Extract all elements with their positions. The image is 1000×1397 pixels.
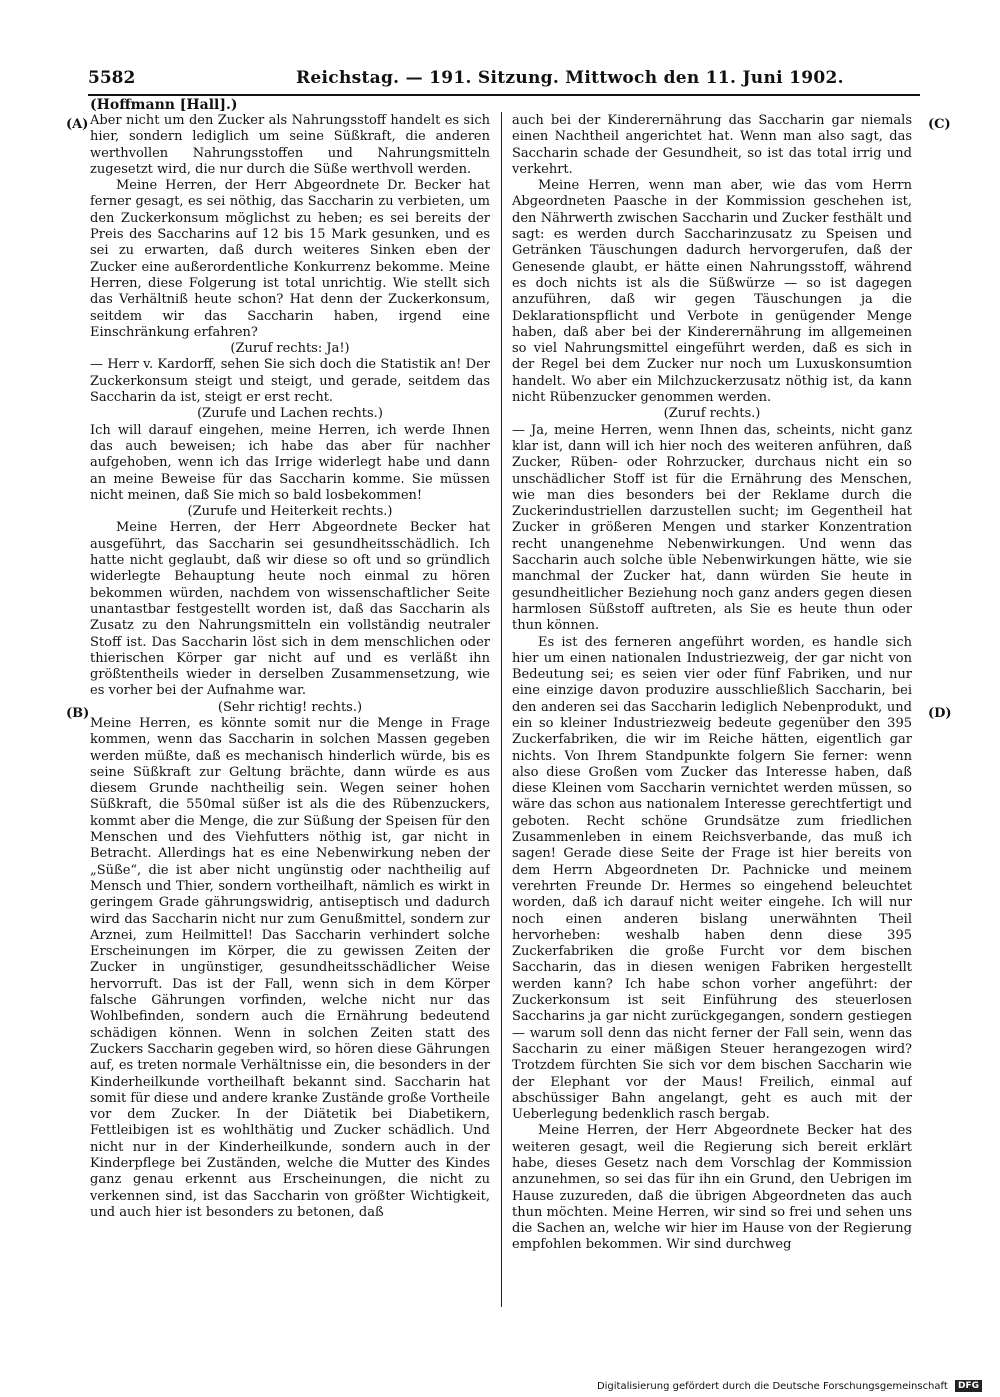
- paragraph: Es ist des ferneren angeführt worden, es handle sich hier um einen nationalen Industriezweig, der gar nicht von Bedeutung sei; es seien vier oder fünf Fabriken, und nur eine einzige davon produzire ausschließlich Saccharin, bei den anderen sei das Saccharin lediglich Nebenprodukt, und ein so kleiner Industriezweig bedeute gegenüber den 395 Zuckerfabriken, die wir im Reiche hätten, eigentlich gar nichts. Von Ihrem Standpunkte folgern Sie ferner: wenn also diese Großen vom Zucker das Interesse haben, daß diese Kleinen vom Saccharin vernichtet werden müssen, so wäre das schon aus nationalem Interesse gerechtfertigt und geboten. Recht schöne Grundsätze zum friedlichen Zusammenleben in einem Reichsverbande, das muß ich sagen! Gerade diese Seite der Frage ist hier bereits von dem Herrn Abgeordneten Dr. Pachnicke und meinem verehrten Freunde Dr. Hermes so eingehend beleuchtet worden, daß ich darauf nicht weiter eingehe. Ich will nur noch einen anderen bislang unerwähnten Theil hervorheben: weshalb haben denn diese 395 Zuckerfabriken die große Furcht vor dem bischen Saccharin, das in diesen wenigen Fabriken hergestellt werden kann? Ich habe schon vorher angeführt: der Zuckerkonsum ist seit Einführung des steuerlosen Saccharins ja gar nicht zurückgegangen, sondern gestiegen — warum soll denn das nicht ferner der Fall sein, wenn das Saccharin zu einer mäßigen Steuer herangezogen wird? Trotzdem fürchten Sie sich vor dem bischen Saccharin wie der Elephant vor der Maus! Freilich, einmal auf abschüssiger Bahn angelangt, geht es auch mit der Ueberlegung bedenklich rasch bergab.: [512, 634, 912, 1123]
- margin-marker-c: (C): [928, 117, 951, 132]
- paragraph: Aber nicht um den Zucker als Nahrungsstoff handelt es sich hier, sondern lediglich um seine Süßkraft, die anderen werthvollen Nahrungsstoffen und Nahrungsmitteln zugesetzt wird, die nur durch die Süße werthvoll werden.: [90, 113, 490, 177]
- paragraph: Meine Herren, wenn man aber, wie das vom Herrn Abgeordneten Paasche in der Kommission geschehen ist, den Nährwerth zwischen Saccharin und Zucker festhält und sagt: es werden durch Saccharinzusatz zu Speisen und Getränken Täuschungen dadurch hervorgerufen, daß der Genesende glaubt, er hätte einen Nahrungsstoff, während es doch nichts ist als die Süßwürze — so ist dagegen anzuführen, daß wir gegen Täuschungen ja die Deklarationspflicht und Verbote in genügender Menge haben, daß aber bei der Kinderernährung im allgemeinen so viel Nahrungsmittel eingeführt werden, daß es sich in der Regel bei dem Zucker nur noch um Luxuskonsumtion handelt. Wo aber ein Milchzuckerzusatz nöthig ist, da kann nicht Rübenzucker genommen werden.: [512, 178, 912, 406]
- speaker-label: (Hoffmann [Hall].): [90, 97, 238, 113]
- interjection: (Zurufe und Heiterkeit rechts.): [187, 504, 393, 520]
- interjection: (Zuruf rechts.): [663, 406, 761, 422]
- paragraph: — Ja, meine Herren, wenn Ihnen das, scheints, nicht ganz klar ist, dann will ich hier noch des weiteren anführen, daß Zucker, Rüben- oder Rohrzucker, durchaus nicht ein so unschädlicher Stoff ist für die Ernährung des Menschen, wie man dies besonders bei der Reklame durch die Zuckerindustriellen darzustellen sucht; im Gegentheil hat Zucker in größeren Mengen und starker Konzentration recht unangenehme Nebenwirkungen. Und wenn das Saccharin auch solche üble Nebenwirkungen hätte, wie sie manchmal der Zucker hat, dann würden Sie heute in gesundheitlicher Beziehung noch ganz anders gegen diesen harmlosen Süßstoff auftreten, als Sie es heute thun oder thun können.: [512, 422, 912, 634]
- page-number: 5582: [88, 68, 136, 88]
- header-rule: [88, 94, 920, 96]
- right-column: [512, 113, 912, 1305]
- left-column: [90, 113, 490, 1305]
- paragraph: Meine Herren, der Herr Abgeordnete Becker hat des weiteren gesagt, weil die Regierung sich bereit erklärt habe, dieses Gesetz nach dem Vorschlag der Kommission anzunehmen, so sei das für ihn ein Grund, den Uebrigen im Hause zuzureden, daß die übrigen Abgeordneten das auch thun möchten. Meine Herren, wir sind so frei und sehen uns die Sachen an, welche wir hier im Hause von der Regierung empfohlen bekommen. Wir sind durchweg: [512, 1123, 912, 1253]
- interjection: (Sehr richtig! rechts.): [217, 699, 363, 715]
- dfg-logo: DFG: [955, 1380, 982, 1392]
- interjection: (Zurufe und Lachen rechts.): [197, 406, 383, 422]
- margin-marker-a: (A): [66, 117, 89, 132]
- margin-marker-d: (D): [928, 706, 952, 721]
- paragraph: Ich will darauf eingehen, meine Herren, ich werde Ihnen das auch beweisen; ich habe das aber für nachher aufgehoben, wenn ich das Irrige widerlegt habe und dann an meine Beweise für das Saccharin komme. Sie müssen nicht meinen, daß Sie mich so bald losbekommen!: [90, 422, 490, 503]
- paragraph: — Herr v. Kardorff, sehen Sie sich doch die Statistik an! Der Zuckerkonsum steigt und steigt, und gerade, seitdem das Saccharin da ist, steigt er erst recht.: [90, 357, 490, 406]
- running-title: Reichstag. — 191. Sitzung. Mittwoch den 11. Juni 1902.: [296, 68, 844, 88]
- paragraph: Meine Herren, es könnte somit nur die Menge in Frage kommen, wenn das Saccharin in solchen Massen gegeben werden müßte, daß es mechanisch hinderlich würde, bis es seine Süßkraft zur Geltung brächte, dann würde es aus diesem Grunde nachtheilig sein. Wegen seiner hohen Süßkraft, die 550mal süßer ist als die des Rübenzuckers, kommt aber die Menge, die zur Süßung der Speisen für den Menschen und des Viehfutters nöthig ist, gar nicht in Betracht. Allerdings hat es eine Nebenwirkung neben der „Süße“, die ist aber nicht ungünstig oder nachtheilig auf Mensch und Thier, sondern vortheilhaft, nämlich es wirkt in geringem Grade gährungswidrig, antiseptisch und dadurch wird das Saccharin nicht nur zum Genußmittel, sondern zur Arznei, zum Heilmittel! Das Saccharin verhindert solche Erscheinungen im Körper, die zu gewissen Zeiten der Zucker in ungünstiger, gesundheitsschädlicher Weise hervorruft. Das ist der Fall, wenn sich in dem Körper falsche Gährungen vorfinden, welche nicht nur das Wohlbefinden, sondern auch die Ernährung bedeutend schädigen können. Wenn in solchen Zeiten statt des Zuckers Saccharin gegeben wird, so hören diese Gährungen auf, es treten normale Verhältnisse ein, die besonders in der Kinderheilkunde vortheilhaft bekannt sind. Saccharin hat somit für diese und andere kranke Zustände große Vortheile vor dem Zucker. In der Diätetik bei Diabetikern, Fettleibigen ist es wohlthätig und Zucker schädlich. Und nicht nur in der Kinderheilkunde, sondern auch in der Kinderpflege bei Zuständen, welche die Mutter des Kindes ganz genau erkennt aus Erscheinungen, die nicht zu verkennen sind, ist das Saccharin von größter Wichtigkeit, und auch hier ist besonders zu betonen, daß: [90, 715, 490, 1220]
- paragraph: Meine Herren, der Herr Abgeordnete Dr. Becker hat ferner gesagt, es sei nöthig, das Saccharin zu verbieten, um den Zuckerkonsum möglichst zu heben; es sei bereits der Preis des Saccharins auf 12 bis 15 Mark gesunken, und es sei zu erwarten, daß durch weiteres Sinken eben der Zucker eine außerordentliche Konkurrenz bekomme. Meine Herren, diese Folgerung ist total unrichtig. Wie stellt sich das Verhältniß heute schon? Hat denn der Zuckerkonsum, seitdem wir das Saccharin haben, irgend eine Einschränkung erfahren?: [90, 178, 490, 340]
- margin-marker-b: (B): [66, 706, 90, 721]
- interjection: (Zuruf rechts: Ja!): [230, 341, 350, 357]
- footer-credit: [597, 1380, 982, 1392]
- paragraph: auch bei der Kinderernährung das Saccharin gar niemals einen Nachtheil angerichtet hat. Wenn man also sagt, das Saccharin schade der Gesundheit, so ist das total irrig und verkehrt.: [512, 113, 912, 177]
- paragraph: Meine Herren, der Herr Abgeordnete Becker hat ausgeführt, das Saccharin sei gesundheitsschädlich. Ich hatte nicht geglaubt, daß wir diese so oft und so gründlich widerlegte Behauptung heute noch einmal zu hören bekommen würden, nachdem von wissenschaftlicher Seite unantastbar festgestellt worden ist, daß das Saccharin als Zusatz zu den Nahrungsmitteln ein vollständig neutraler Stoff ist. Das Saccharin löst sich in dem menschlichen oder thierischen Körper gar nicht auf und es verläßt ihn größtentheils wieder in derselben Zusammensetzung, wie es vorher bei der Aufnahme war.: [90, 520, 490, 699]
- footer-text: Digitalisierung gefördert durch die Deutsche Forschungsgemeinschaft: [596, 1381, 948, 1392]
- column-divider: [501, 112, 502, 1307]
- page-header: [88, 68, 920, 94]
